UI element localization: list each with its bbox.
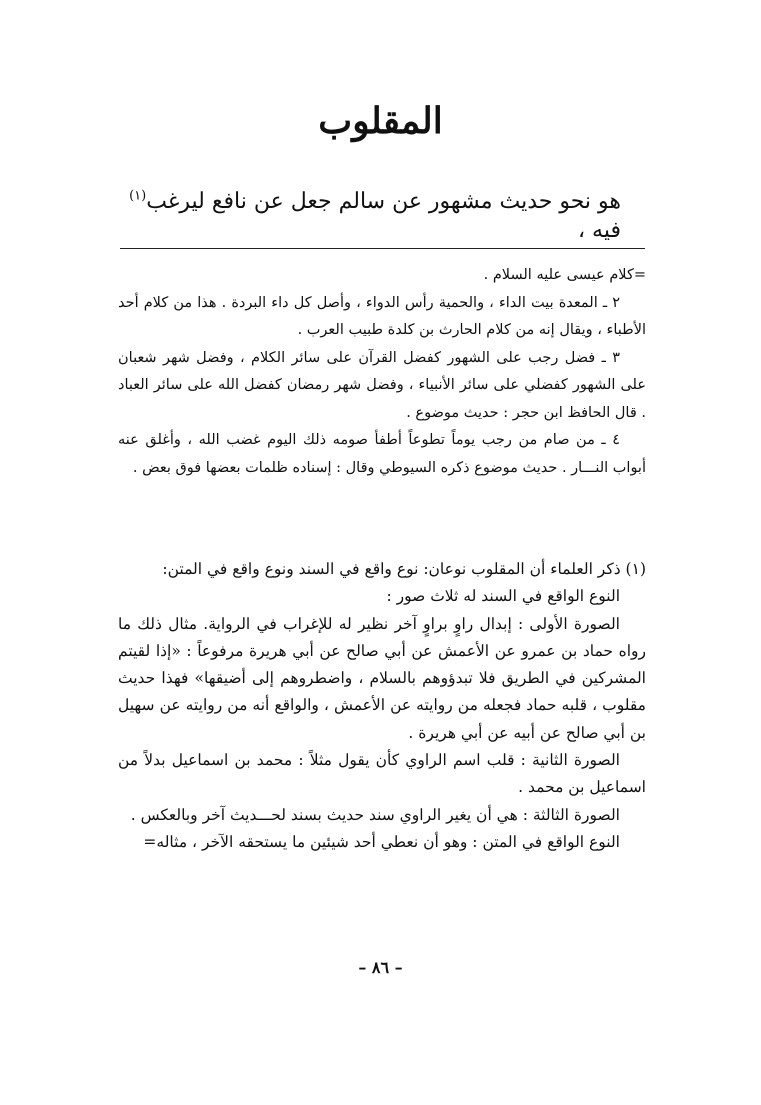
continued-notes — [118, 262, 646, 482]
footnote-paragraph: النوع الواقع في السند له ثلاث صور : — [386, 587, 620, 606]
footnote-divider — [120, 248, 645, 249]
footnote-paragraph: الصورة الأولى : إبدال راوٍ براوٍ آخر نظير له للإغراب في الرواية. مثال ذلك ما رواه حماد بن عمرو عن الأعمش عن أبي صالح عن أبي هريرة مرفوعاً : «إذا لقيتم المشركين في الطريق فلا تبدؤوهم بالسلام ، واضطروهم إلى أضيقها» فهذا حديث مقلوب ، قلبه حماد فجعله من روايته عن الأعمش ، والواقع أنه من روايته عن سهيل بن أبي صالح عن أبيه عن أبي هريرة . — [118, 614, 646, 742]
note-item: ٣ ـ فضل رجب على الشهور كفضل القرآن على سائر الكلام ، وفضل شهر شعبان على الشهور كفضلي على سائر الأنبياء ، وفضل شهر رمضان كفضل الله على سائر العباد . قال الحافظ ابن حجر : حديث موضوع . — [118, 349, 646, 421]
footnote-paragraph: النوع الواقع في المتن : وهو أن نعطي أحد شيئين ما يستحقه الآخر ، مثاله= — [143, 832, 620, 851]
intro-line — [115, 188, 621, 245]
footnote-marker: (١) — [129, 188, 147, 204]
footnote-block — [118, 556, 646, 856]
note-item: ٤ ـ من صام من رجب يوماً تطوعاً أطفأ صومه ذلك اليوم غضب الله ، وأغلق عنه أبواب النـــار . حديث موضوع ذكره السيوطي وقال : إسناده ظلمات بعضها فوق بعض . — [118, 432, 646, 476]
note-continuation: =كلام عيسى عليه السلام . — [483, 267, 646, 283]
footnote-paragraph: الصورة الثالثة : هي أن يغير الراوي سند حديث بسند لحـــديث آخر وبالعكس . — [130, 805, 620, 824]
page-number: – ٨٦ – — [358, 958, 403, 977]
footnote-paragraph: (١) ذكر العلماء أن المقلوب نوعان: نوع واقع في السند ونوع واقع في المتن: — [162, 560, 646, 578]
footnote-paragraph: الصورة الثانية : قلب اسم الراوي كأن يقول مثلاً : محمد بن اسماعيل بدلاً من اسماعيل بن محمد . — [118, 751, 646, 797]
chapter-title: المقلوب — [318, 100, 443, 142]
intro-text: هو نحو حديث مشهور عن سالم جعل عن نافع ليرغب — [146, 189, 621, 214]
note-item: ٢ ـ المعدة بيت الداء ، والحمية رأس الدواء ، وأصل كل داء البردة . هذا من كلام أحد الأطباء ، ويقال إنه من كلام الحارث بن كلدة طبيب العرب . — [118, 294, 646, 338]
intro-text-after: فيه ، — [577, 217, 621, 243]
